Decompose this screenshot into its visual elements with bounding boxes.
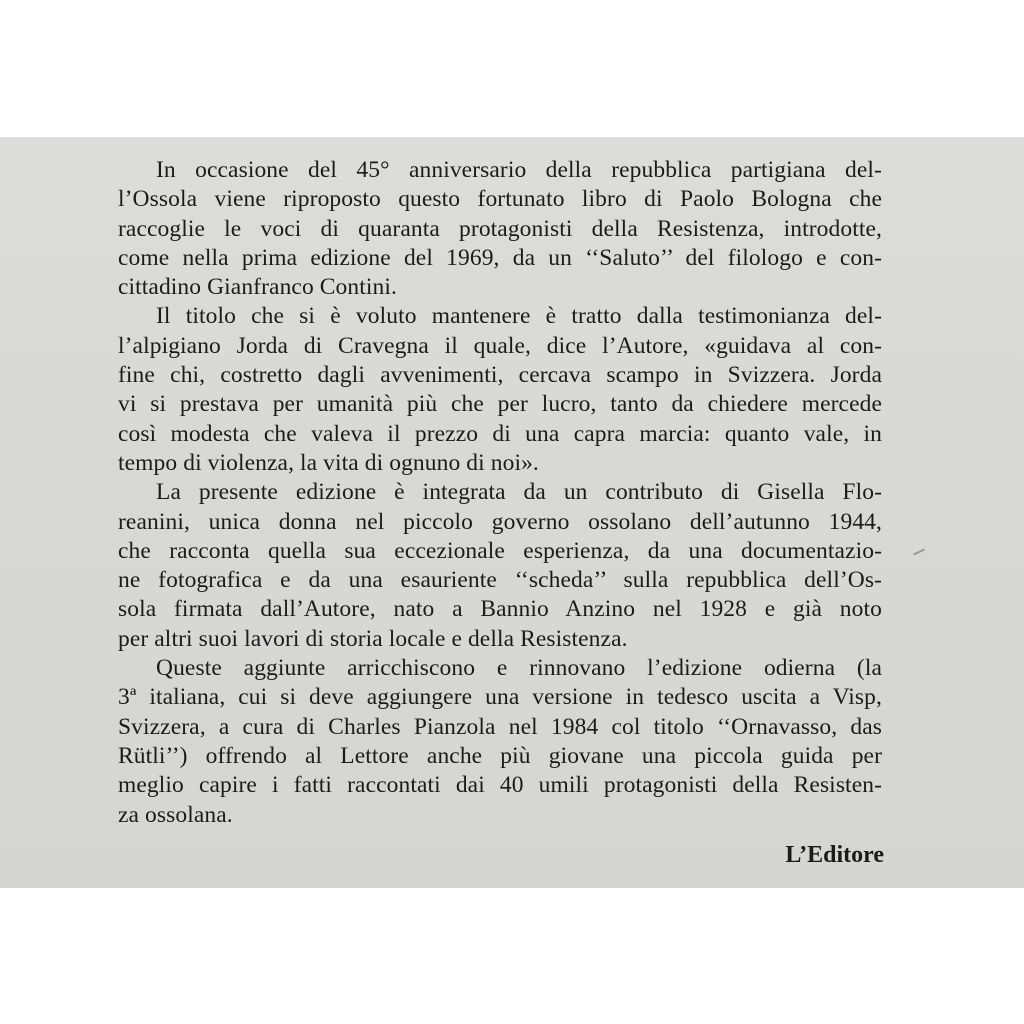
text-line: tempo di violenza, la vita di ognuno di noi». [118, 449, 539, 476]
text-line: l’Ossola viene riproposto questo fortunato libro di Paolo Bologna che [118, 186, 882, 213]
text-line: raccoglie le voci di quaranta protagonisti della Resistenza, introdotte, [118, 215, 882, 242]
text-line: za ossolana. [118, 801, 233, 828]
book-page [0, 137, 1024, 888]
text-line: fine chi, costretto dagli avvenimenti, cercava scampo in Svizzera. Jorda [118, 362, 882, 389]
text-line: vi si prestava per umanità più che per lucro, tanto da chiedere mercede [118, 391, 882, 418]
pencil-mark [913, 549, 925, 556]
text-line: per altri suoi lavori di storia locale e della Resistenza. [118, 625, 628, 652]
text-line: Il titolo che si è voluto mantenere è tratto dalla testimonianza del- [156, 303, 882, 330]
text-line: 3ª italiana, cui si deve aggiungere una versione in tedesco uscita a Visp, [118, 684, 882, 711]
text-line: come nella prima edizione del 1969, da un ‘‘Saluto’’ del filologo e con- [118, 244, 882, 271]
text-line: Rütli’’) offrendo al Lettore anche più giovane una piccola guida per [118, 742, 882, 769]
text-line: ne fotografica e da una esauriente ‘‘scheda’’ sulla repubblica dell’Os- [118, 567, 882, 594]
text-line: meglio capire i fatti raccontati dai 40 umili protagonisti della Resisten- [118, 772, 882, 799]
signature: L’Editore [785, 842, 884, 868]
text-line: reanini, unica donna nel piccolo governo ossolano dell’autunno 1944, [118, 508, 882, 535]
text-line: La presente edizione è integrata da un contributo di Gisella Flo- [156, 479, 882, 506]
text-line: sola firmata dall’Autore, nato a Bannio Anzino nel 1928 e già noto [118, 596, 882, 623]
body-text [118, 156, 882, 830]
text-line: Svizzera, a cura di Charles Pianzola nel 1984 col titolo ‘‘Ornavasso, das [118, 713, 882, 740]
text-line: così modesta che valeva il prezzo di una capra marcia: quanto vale, in [118, 420, 882, 447]
text-line: cittadino Gianfranco Contini. [118, 274, 397, 301]
text-line: l’alpigiano Jorda di Cravegna il quale, dice l’Autore, «guidava al con- [118, 332, 882, 359]
text-line: In occasione del 45° anniversario della repubblica partigiana del- [156, 157, 882, 183]
text-line: che racconta quella sua eccezionale esperienza, da una documentazio- [118, 537, 882, 564]
text-line: Queste aggiunte arricchiscono e rinnovano l’edizione odierna (la [156, 655, 882, 682]
